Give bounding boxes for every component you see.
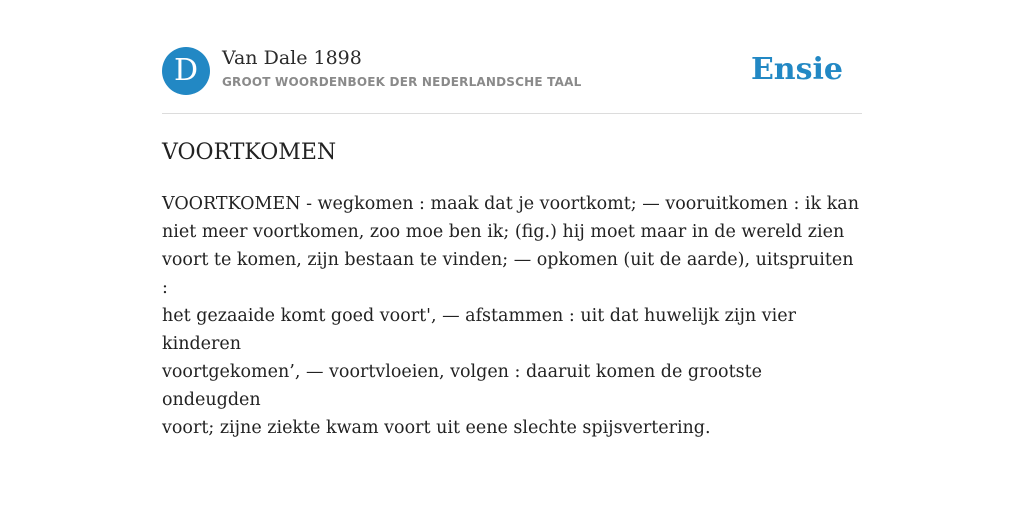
header-divider: [162, 113, 862, 114]
brand-logo[interactable]: Ensie: [750, 52, 843, 87]
definition-line: voort te komen, zijn bestaan te vinden; — opkomen (uit de aarde), uitspruiten :: [162, 250, 854, 298]
source-subtitle: GROOT WOORDENBOEK DER NEDERLANDSCHE TAAL: [222, 75, 582, 89]
definition-line: het gezaaide komt goed voort', — afstammen : uit dat huwelijk zijn vier kinderen: [162, 306, 796, 354]
definition-line: voort; zijne ziekte kwam voort uit eene slechte spijsvertering.: [162, 418, 711, 438]
definition-line: niet meer voortkomen, zoo moe ben ik; (fig.) hij moet maar in de wereld zien: [162, 222, 845, 242]
definition-line: VOORTKOMEN - wegkomen : maak dat je voortkomt; — vooruitkomen : ik kan: [162, 194, 860, 214]
source-header: [162, 46, 862, 96]
source-title[interactable]: Van Dale 1898: [222, 47, 362, 69]
entry-title: VOORTKOMEN: [162, 140, 337, 165]
source-avatar[interactable]: D: [162, 47, 210, 95]
definition-line: voortgekomen’, — voortvloeien, volgen : daaruit komen de grootste ondeugden: [162, 362, 762, 410]
entry-definition: [162, 190, 862, 442]
